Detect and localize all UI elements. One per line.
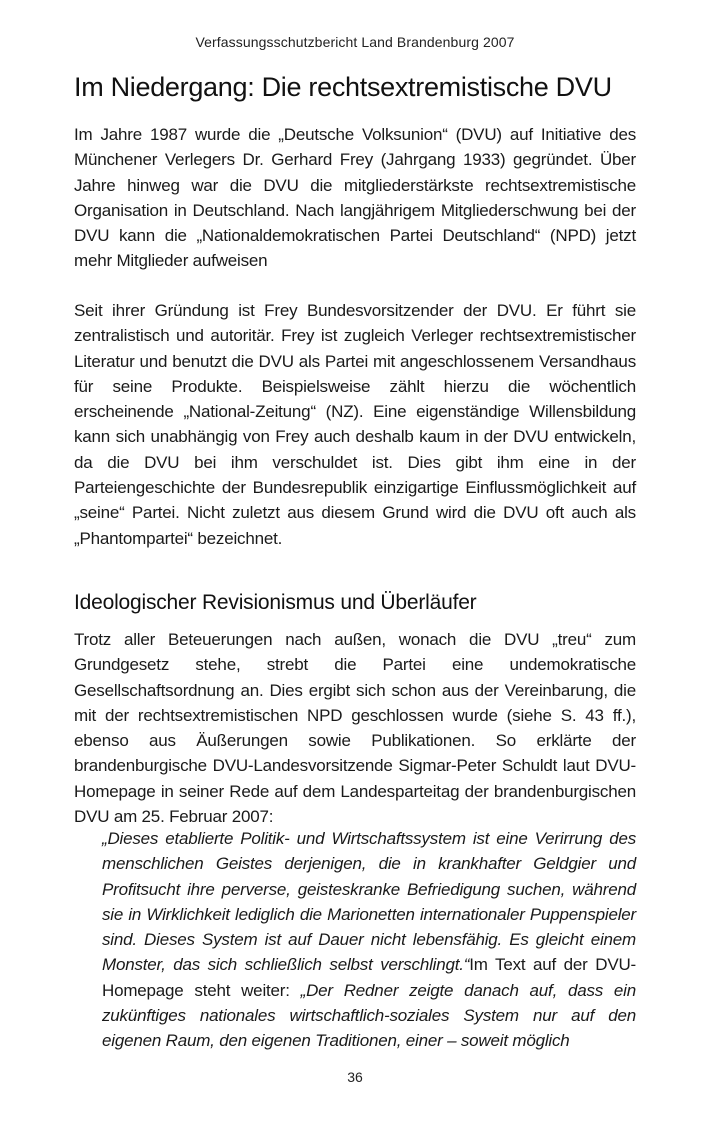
paragraph-ideology: Trotz aller Beteuerungen nach außen, wonach die DVU „treu“ zum Grundgesetz stehe, strebt die Partei eine undemokratische Gesellschaftsordnung an. Dies ergibt sich schon aus der Vereinbarung, die mit der rechtsextremistischen NPD geschlossen wurde (siehe S. 43 ff.), ebenso aus Äußerungen sowie Publikationen. So erklärte der brandenburgische DVU-Landesvorsitzende Sigmar-Peter Schuldt laut DVU-Homepage in seiner Rede auf dem Landesparteitag der brandenburgischen DVU am 25. Februar 2007: — [74, 630, 636, 827]
page-number: 36 — [347, 1069, 363, 1085]
paragraph-leadership: Seit ihrer Gründung ist Frey Bundesvorsitzender der DVU. Er führt sie zentralistisch und autoritär. Frey ist zugleich Verleger rechtsextremistischer Literatur und benutzt die DVU als Partei mit angeschlossenem Versandhaus für seine Produkte. Beispielsweise zählt hierzu die wöchentlich erscheinende „National-Zeitung“ (NZ). Eine eigenständige Willensbildung kann sich unabhängig von Frey auch deshalb kaum in der DVU entwickeln, da die DVU bei ihm verschuldet ist. Dies gibt ihm eine in der Parteiengeschichte der Bundesrepublik einzigartige Einflussmöglichkeit auf „seine“ Partei. Nicht zuletzt aus diesem Grund wird die DVU oft auch als „Phantompartei“ bezeichnet. — [74, 301, 636, 548]
quote-bridge-text: Im Text auf der DVU-Homepage steht weiter: — [102, 955, 636, 1000]
section-title: Im Niedergang: Die rechtsextremistische DVU — [74, 72, 612, 102]
block-quote — [102, 826, 636, 1054]
quote-speech: „Dieses etablierte Politik- und Wirtschaftssystem ist eine Verirrung des menschlichen Geistes derjenigen, die in krankhafter Geldgier und Profitsucht ihre perverse, geisteskranke Befriedigung suchen, während sie in Wirklichkeit lediglich die Marionetten internationaler Puppenspieler sind. Dieses System ist auf Dauer nicht lebensfähig. Es gleicht einem Monster, das sich schließlich selbst verschlingt.“ — [102, 829, 636, 975]
running-header: Verfassungsschutzbericht Land Brandenburg 2007 — [195, 34, 515, 50]
subsection-title: Ideologischer Revisionismus und Überläufer — [74, 591, 477, 614]
quote-homepage: „Der Redner zeigte danach auf, dass ein zukünftiges nationales wirtschaftlich-soziales System nur auf den eigenen Raum, den eigenen Traditionen, einer – soweit möglich — [102, 980, 636, 1051]
paragraph-history: Im Jahre 1987 wurde die „Deutsche Volksunion“ (DVU) auf Initiative des Münchener Verlegers Dr. Gerhard Frey (Jahrgang 1933) gegründet. Über Jahre hinweg war die DVU die mitgliederstärkste rechtsextremistische Organisation in Deutschland. Nach langjährigem Mitgliederschwung bei der DVU kann die „Nationaldemokratischen Partei Deutschland“ (NPD) jetzt mehr Mitglieder aufweisen — [74, 125, 636, 271]
